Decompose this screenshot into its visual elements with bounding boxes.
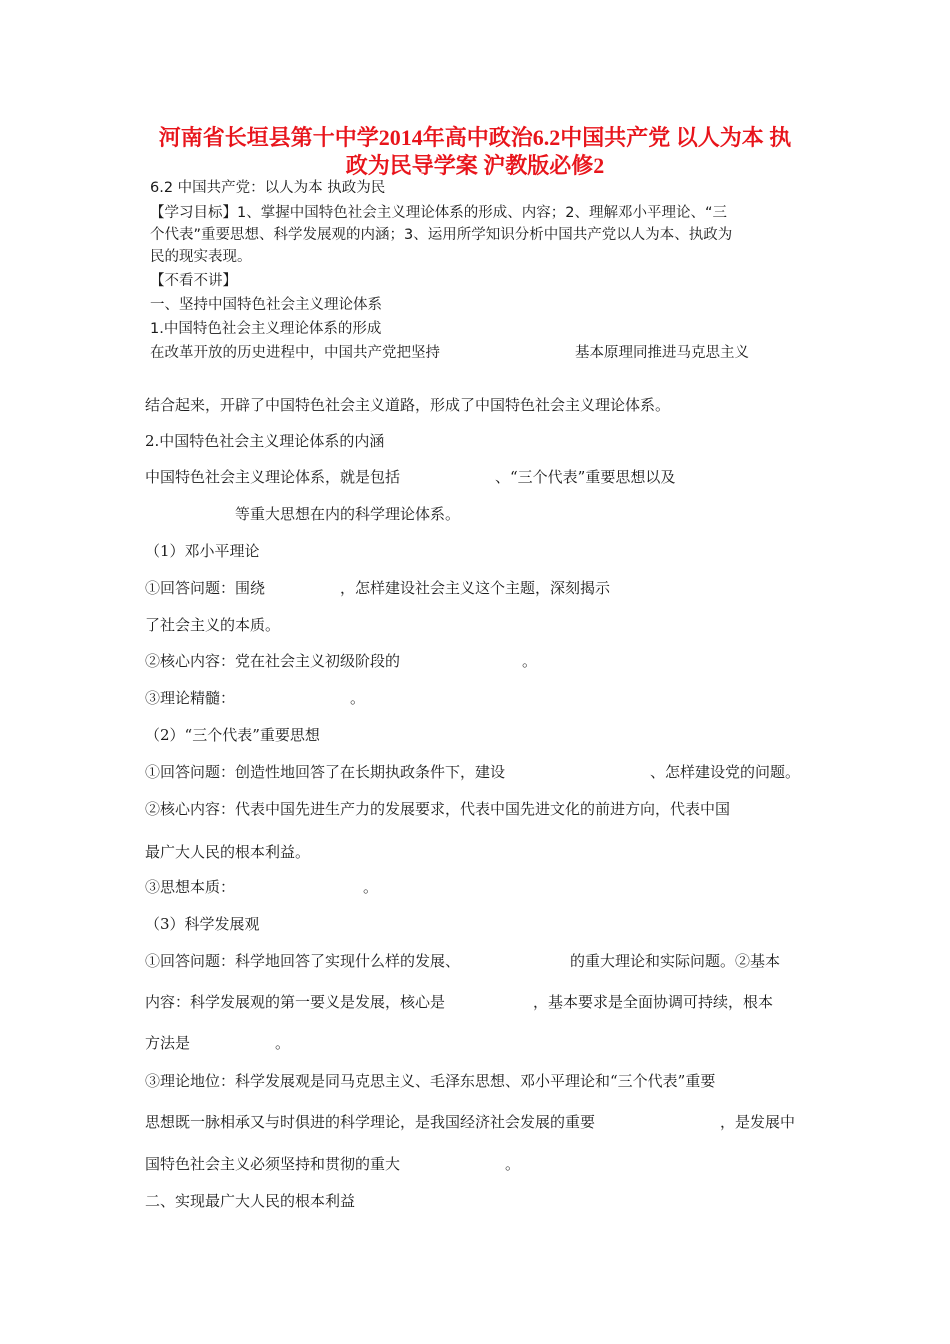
body-line: ①回答问题：科学地回答了实现什么样的发展、 bbox=[145, 952, 461, 970]
scan-heading: 6.2 中国共产党：以人为本 执政为民 bbox=[150, 180, 386, 196]
body-line: ，怎样建设社会主义这个主题，深刻揭示 bbox=[340, 579, 611, 597]
body-line: 思想既一脉相承又与时俱进的科学理论，是我国经济社会发展的重要 bbox=[145, 1113, 596, 1131]
subsection-heading: （3）科学发展观 bbox=[145, 915, 260, 933]
body-line: 国特色社会主义必须坚持和贯彻的重大 bbox=[145, 1155, 401, 1173]
body-line: 中国特色社会主义理论体系，就是包括 bbox=[145, 468, 401, 486]
body-line: ①回答问题：围绕 bbox=[145, 579, 266, 597]
body-line: 最广大人民的根本利益。 bbox=[145, 843, 311, 861]
body-line: 内容：科学发展观的第一要义是发展，核心是 bbox=[145, 993, 446, 1011]
body-line: 、“三个代表”重要思想以及 bbox=[495, 468, 676, 486]
body-line: 。 bbox=[363, 878, 379, 896]
title-line-1: 河南省长垣县第十中学2014年高中政治6.2中国共产党 以人为本 执 bbox=[158, 125, 792, 150]
body-line: 了社会主义的本质。 bbox=[145, 616, 281, 634]
body-line: 。 bbox=[350, 689, 366, 707]
body-line: ③理论精髓： bbox=[145, 689, 236, 707]
scan-text-part-a: 在改革开放的历史进程中，中国共产党把坚持 bbox=[150, 345, 440, 361]
body-line: 的重大理论和实际问题。②基本 bbox=[570, 952, 781, 970]
scan-notes-heading: 【不看不讲】 bbox=[150, 273, 237, 289]
subsection-heading: 2.中国特色社会主义理论体系的内涵 bbox=[145, 432, 385, 450]
body-line: ②核心内容：党在社会主义初级阶段的 bbox=[145, 652, 401, 670]
subsection-heading: （1）邓小平理论 bbox=[145, 542, 260, 560]
body-line: 、怎样建设党的问题。 bbox=[650, 763, 801, 781]
body-line: ③思想本质： bbox=[145, 878, 236, 896]
body-line: 结合起来，开辟了中国特色社会主义道路，形成了中国特色社会主义理论体系。 bbox=[145, 396, 671, 414]
document-title bbox=[100, 124, 850, 180]
body-line: 。 bbox=[505, 1155, 521, 1173]
subsection-heading: （2）“三个代表”重要思想 bbox=[145, 726, 320, 744]
title-line-2: 政为民导学案 沪教版必修2 bbox=[345, 153, 605, 178]
scan-goals-line-2: 个代表”重要思想、科学发展观的内涵；3、运用所学知识分析中国共产党以人为本、执政为 bbox=[150, 227, 733, 243]
body-line: ，是发展中 bbox=[720, 1113, 796, 1131]
body-line: ，基本要求是全面协调可持续，根本 bbox=[533, 993, 774, 1011]
body-line: 方法是 bbox=[145, 1034, 191, 1052]
section-heading: 二、实现最广大人民的根本利益 bbox=[145, 1192, 356, 1210]
body-line: ③理论地位：科学发展观是同马克思主义、毛泽东思想、邓小平理论和“三个代表”重要 bbox=[145, 1072, 716, 1090]
body-line: 等重大思想在内的科学理论体系。 bbox=[235, 505, 461, 523]
scan-goals-line-3: 民的现实表现。 bbox=[150, 249, 252, 265]
scan-subsection-1: 1.中国特色社会主义理论体系的形成 bbox=[150, 321, 382, 337]
scan-goals-line-1: 【学习目标】1、掌握中国特色社会主义理论体系的形成、内容；2、理解邓小平理论、“三 bbox=[150, 205, 727, 221]
body-line: 。 bbox=[522, 652, 538, 670]
scan-text-part-b: 基本原理同推进马克思主义 bbox=[575, 345, 749, 361]
body-line: ①回答问题：创造性地回答了在长期执政条件下，建设 bbox=[145, 763, 506, 781]
scan-section-1: 一、坚持中国特色社会主义理论体系 bbox=[150, 297, 382, 313]
body-line: 。 bbox=[275, 1034, 291, 1052]
body-line: ②核心内容：代表中国先进生产力的发展要求，代表中国先进文化的前进方向，代表中国 bbox=[145, 800, 731, 818]
